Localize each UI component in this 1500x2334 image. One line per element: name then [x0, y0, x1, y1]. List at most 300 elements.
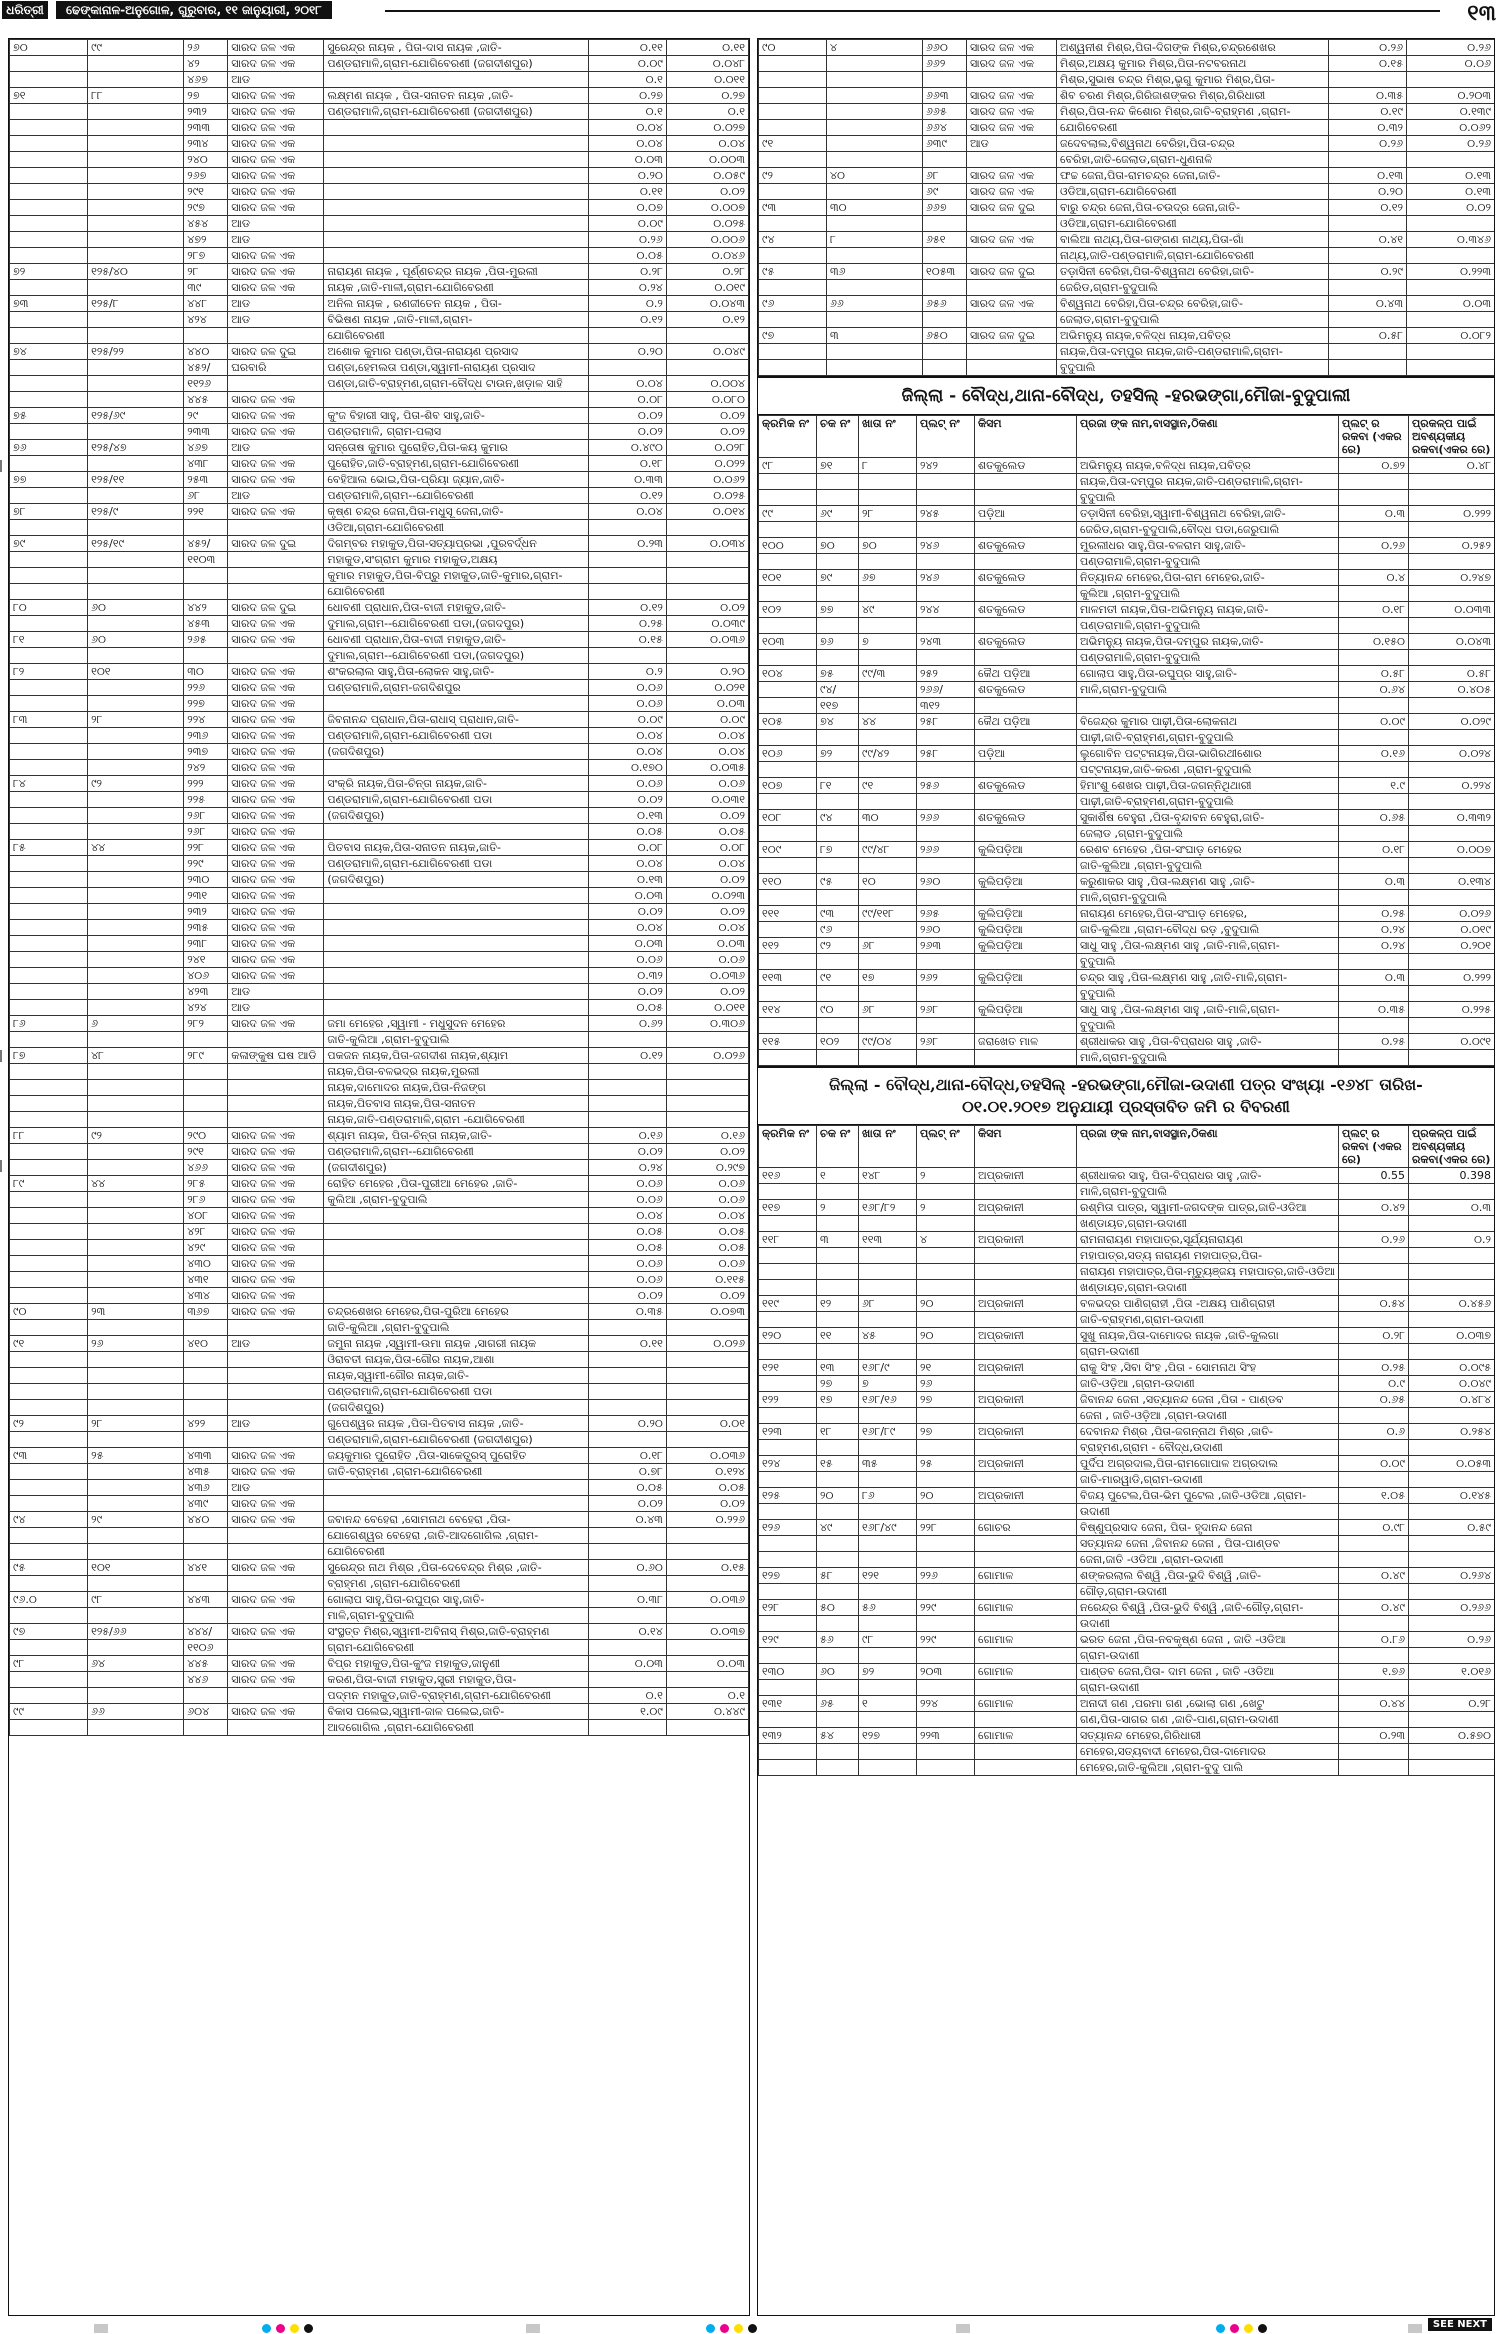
table-cell: ୪୩୬: [184, 1480, 228, 1496]
table-cell: [859, 1472, 917, 1488]
table-row: [759, 1616, 1495, 1632]
table-cell: [759, 1408, 817, 1424]
table-row: [759, 1488, 1495, 1504]
table-cell: [228, 568, 324, 584]
table-cell: ସାରଦ ଜଳ ଦୁଇ: [967, 328, 1057, 344]
table-cell: ୦.୦୭: [588, 200, 666, 216]
table-row: [759, 152, 1495, 168]
table-cell: ସାରଦ ଜଳ ଏକ: [228, 168, 324, 184]
column-header: ପ୍ଲଟ୍ ନଂ: [917, 416, 975, 458]
table-cell: [324, 72, 588, 88]
table-cell: [759, 474, 817, 490]
table-cell: [88, 1112, 184, 1128]
table-row: [10, 72, 749, 88]
table-cell: [88, 248, 184, 264]
table-cell: [228, 552, 324, 568]
table-cell: ଅପ୍ରକାନୀ: [975, 1392, 1077, 1408]
section2-header-row: [759, 1126, 1495, 1168]
table-cell: [88, 984, 184, 1000]
table-cell: [975, 490, 1077, 506]
table-cell: [759, 954, 817, 970]
table-cell: ମହାପାତ୍ର,ସତ୍ୟ ନାରାୟଣ ମହାପାତ୍ର,ପିତା-: [1077, 1248, 1339, 1264]
table-cell: କୁଲିଆ ,ଗ୍ରାମ-ବୁଦୁପାଲି: [324, 1192, 588, 1208]
table-row: [759, 1552, 1495, 1568]
table-cell: [88, 1608, 184, 1624]
table-row: [759, 1456, 1495, 1472]
table-cell: କୈଥ ପଡ଼ିଆ: [975, 666, 1077, 682]
column-header: ପ୍ଲଟ୍ ର ରକବା (ଏକର ରେ): [1339, 1126, 1409, 1168]
table-row: [10, 728, 749, 744]
table-cell: ନାୟକ,ଦାମୋଦର ନାୟକ,ପିତା-ନିଜଙ୍ଗ: [324, 1080, 588, 1096]
table-row: [10, 216, 749, 232]
table-cell: [1077, 698, 1339, 714]
table-cell: (ଜଗଦିଶପୁର): [324, 1400, 588, 1416]
table-row: [10, 1096, 749, 1112]
section1-heading: ଜିଲ୍ଲା - ବୌଦ୍ଧ,ଥାନା-ବୌଦ୍ଧ, ତହସିଲ୍ -ହରଭଙ୍ଗା,ମୌଜା-ବୁଦୁପାଲୀ: [758, 376, 1494, 415]
table-cell: ୮୪: [10, 776, 88, 792]
table-cell: [917, 858, 975, 874]
table-cell: ୯୦: [817, 1002, 859, 1018]
table-cell: ୦.୦୨୬: [1409, 906, 1495, 922]
table-cell: ୦.୩୨: [588, 968, 666, 984]
table-cell: [759, 1472, 817, 1488]
table-cell: ସୁରେନ୍ଦ୍ର ନାୟକ , ପିତା-ଦାସ ନାୟକ ,ଜାତି-: [324, 40, 588, 56]
table-cell: ୦.୦୪: [588, 920, 666, 936]
table-cell: ସାରଦ ଜଳ ଏକ: [967, 120, 1057, 136]
table-cell: ୨୬୦: [917, 922, 975, 938]
table-cell: [666, 1608, 748, 1624]
table-row: [10, 392, 749, 408]
table-cell: [975, 1760, 1077, 1776]
table-cell: ୦.୦୬: [588, 776, 666, 792]
table-cell: [588, 568, 666, 584]
table-cell: ୮୨: [10, 664, 88, 680]
table-cell: [88, 1528, 184, 1544]
table-cell: ୨୨୮: [917, 1520, 975, 1536]
table-cell: ୨୭: [184, 88, 228, 104]
table-cell: [10, 1080, 88, 1096]
table-row: [759, 1440, 1495, 1456]
table-cell: [975, 1408, 1077, 1424]
table-cell: ୦.୦୨: [588, 424, 666, 440]
table-cell: ଅପ୍ରକାନୀ: [975, 1168, 1077, 1184]
table-cell: ପଡ଼ିଆ: [975, 506, 1077, 522]
column-header: ପ୍ରଜା ଙ୍କ ନାମ,ବାସସ୍ଥାନ,ଠିକଣା: [1077, 1126, 1339, 1168]
table-cell: ୯୧: [817, 970, 859, 986]
table-cell: ୧୬୮/୮୯: [859, 1424, 917, 1440]
table-cell: ୨୬: [88, 1336, 184, 1352]
table-cell: [88, 392, 184, 408]
table-cell: ସାରଦ ଜଳ ଏକ: [967, 168, 1057, 184]
table-cell: ୨୪୬: [917, 570, 975, 586]
table-cell: ସାରଦ ଜଳ ଏକ: [228, 88, 324, 104]
table-cell: [759, 1050, 817, 1066]
table-cell: [228, 1112, 324, 1128]
table-cell: [184, 1112, 228, 1128]
table-cell: ଅପ୍ରକାନୀ: [975, 1424, 1077, 1440]
table-row: [759, 1392, 1495, 1408]
table-cell: [827, 88, 923, 104]
table-cell: [228, 1640, 324, 1656]
table-cell: ୨୬: [184, 40, 228, 56]
table-row: [10, 1048, 749, 1064]
table-cell: ୦.୮୬: [1339, 1632, 1409, 1648]
table-cell: [88, 312, 184, 328]
table-cell: ବିଶ୍ୱନାଥ ବେରିହା,ପିତା-ଚନ୍ଦ୍ର ବେରିହା,ଜାତି-: [1057, 296, 1329, 312]
table-cell: ଖଣ୍ଡାୟତ,ଗ୍ରାମ-ଉଦାଣୀ: [1077, 1280, 1339, 1296]
table-cell: [975, 1216, 1077, 1232]
table-cell: ୦.୨୦: [588, 168, 666, 184]
table-cell: ଜେରିଡ,ଗ୍ରାମ-ବୁଦୁପାଲି: [1057, 280, 1329, 296]
table-cell: ୦.୪୮୪: [1409, 1392, 1495, 1408]
table-cell: [324, 696, 588, 712]
table-cell: ଆଡ: [228, 984, 324, 1000]
table-cell: ସାରଦ ଜଳ ଏକ: [228, 840, 324, 856]
table-row: [759, 586, 1495, 602]
table-row: [10, 520, 749, 536]
table-cell: ୯୨: [88, 1128, 184, 1144]
table-cell: [917, 554, 975, 570]
table-cell: [324, 968, 588, 984]
table-cell: ସୁକାର୍ଶିଷ ବେହୁରା ,ପିତା-ବୃନ୍ଦାବନ ବେହୁରା,ଜାତି-: [1077, 810, 1339, 826]
table-cell: [975, 1184, 1077, 1200]
table-cell: ୧୧୭: [759, 1200, 817, 1216]
table-cell: [1409, 762, 1495, 778]
table-cell: [324, 1272, 588, 1288]
table-cell: ପଣ୍ଡରାମାଳି,ଗ୍ରାମ-ଯୋଗିବେରଣୀ (ଜଗଦୀଶପୁର): [324, 104, 588, 120]
table-cell: [923, 152, 967, 168]
table-cell: [10, 792, 88, 808]
table-row: [759, 1408, 1495, 1424]
table-cell: ୦.୦୨: [666, 184, 748, 200]
table-cell: ୦.୦୧୯: [666, 280, 748, 296]
table-cell: ୦.୦୪: [666, 920, 748, 936]
table-cell: [1339, 1504, 1409, 1520]
table-cell: ୯୦: [10, 1304, 88, 1320]
table-cell: [1409, 986, 1495, 1002]
table-row: [10, 1608, 749, 1624]
table-cell: ୦.୧୮: [1339, 842, 1409, 858]
table-cell: ୬୫୧: [923, 232, 967, 248]
table-cell: ସାରଦ ଜଳ ଏକ: [228, 1560, 324, 1576]
table-cell: [228, 1320, 324, 1336]
table-cell: ୦.୦୩୧: [666, 792, 748, 808]
table-row: [759, 104, 1495, 120]
table-cell: ୭୬: [10, 440, 88, 456]
table-row: [10, 1720, 749, 1736]
table-cell: [666, 1544, 748, 1560]
table-cell: ୦.୦୪: [666, 728, 748, 744]
table-cell: ୦.୦୫୯: [666, 168, 748, 184]
table-cell: [324, 936, 588, 952]
table-cell: ୦.୨୯୭: [666, 1160, 748, 1176]
table-cell: [827, 120, 923, 136]
table-cell: [1407, 152, 1495, 168]
table-cell: ୦.୦୫: [588, 824, 666, 840]
table-cell: ୧୮: [817, 1424, 859, 1440]
table-cell: [859, 490, 917, 506]
table-row: [10, 984, 749, 1000]
table-cell: [10, 888, 88, 904]
table-cell: ନାରାୟଣ ମେହେର,ପିତା-ସଂଘାଡ଼ ମେହେର,: [1077, 906, 1339, 922]
table-cell: ୪୪: [859, 714, 917, 730]
table-cell: [1409, 1216, 1495, 1232]
table-cell: ୨୫: [917, 1456, 975, 1472]
table-cell: ୧୨୮: [759, 1600, 817, 1616]
margin-mark: [0, 1050, 6, 1062]
table-cell: [1329, 248, 1407, 264]
table-cell: [666, 1368, 748, 1384]
table-cell: ୦.୧୨: [588, 600, 666, 616]
table-cell: ୨୮: [88, 1416, 184, 1432]
table-cell: ୩୧୨: [917, 698, 975, 714]
table-cell: ୦.୧: [666, 1688, 748, 1704]
table-cell: [1339, 1760, 1409, 1776]
table-row: [759, 474, 1495, 490]
table-cell: [975, 890, 1077, 906]
table-cell: ୦.୦୧: [666, 1416, 748, 1432]
table-cell: ୮୯: [10, 1176, 88, 1192]
table-cell: ସାରଦ ଜଳ ଏକ: [228, 1672, 324, 1688]
table-cell: [817, 762, 859, 778]
table-row: [759, 1680, 1495, 1696]
table-cell: ମହାକୁଡ,ସଂଗ୍ରାମ କୁମାର ମହାକୁଡ,ଅକ୍ଷୟ: [324, 552, 588, 568]
table-cell: ଦେବାନନ୍ଦ ମିଶ୍ର ,ପିତା-ଜଗନ୍ନାଥ ମିଶ୍ର ,ଜାତି-: [1077, 1424, 1339, 1440]
table-cell: ଜେରିଡ,ଗ୍ରାମ-ବୁଦୁପାଲି,ବୌଦ୍ଧ ପଡା,ଜେରୁପାଲି: [1077, 522, 1339, 538]
table-cell: [10, 104, 88, 120]
table-cell: ୩୬୭: [184, 1304, 228, 1320]
table-cell: ସାରଦ ଜଳ ଏକ: [228, 1304, 324, 1320]
table-cell: [1339, 1744, 1409, 1760]
table-cell: ୦.୦୪: [666, 1208, 748, 1224]
table-cell: [1409, 474, 1495, 490]
table-cell: ୦.୧୩୪: [1409, 874, 1495, 890]
table-cell: ୨: [817, 1200, 859, 1216]
section1-table-body: [759, 458, 1495, 1066]
table-cell: [827, 280, 923, 296]
table-cell: [10, 456, 88, 472]
table-cell: ୧୩୦: [759, 1664, 817, 1680]
table-cell: ଆଡ: [228, 488, 324, 504]
table-cell: ୦.୦୩: [588, 1656, 666, 1672]
table-cell: [967, 248, 1057, 264]
table-cell: ୨୮୨: [184, 1016, 228, 1032]
table-cell: ୯୧: [759, 136, 827, 152]
table-cell: ୬୬: [827, 296, 923, 312]
page-number: ୧୩: [1467, 0, 1496, 26]
table-cell: ୬୮: [184, 488, 228, 504]
table-cell: [88, 888, 184, 904]
table-row: [10, 248, 749, 264]
table-cell: ୦.୨୫୪: [1409, 1424, 1495, 1440]
table-cell: ୦.୧୧: [588, 40, 666, 56]
table-cell: [1409, 1536, 1495, 1552]
table-cell: ୦.୦୬: [588, 680, 666, 696]
table-cell: ୧: [817, 1168, 859, 1184]
registration-block: [94, 2324, 108, 2333]
table-row: [10, 1064, 749, 1080]
table-cell: ୨୨୯: [917, 1632, 975, 1648]
table-cell: [666, 1720, 748, 1736]
table-cell: [975, 474, 1077, 490]
table-cell: [228, 1432, 324, 1448]
table-cell: କୁଲିପଡ଼ିଆ: [975, 842, 1077, 858]
table-cell: ବିଷ୍ଣୁପ୍ରସାଦ ଜେନା, ପିତା- ହୃଦାନନ୍ଦ ଜେନା: [1077, 1520, 1339, 1536]
table-cell: [975, 1050, 1077, 1066]
table-cell: ୦.୦୧୯: [1409, 922, 1495, 938]
table-cell: [88, 200, 184, 216]
table-cell: [1339, 794, 1409, 810]
table-cell: [859, 474, 917, 490]
table-cell: [1339, 698, 1409, 714]
table-cell: [88, 216, 184, 232]
table-cell: ୪୯: [817, 1520, 859, 1536]
table-cell: ହିମାଂଶୁ ଶେଖର ପାଢ଼ୀ,ପିତା-ଜଗନ୍ନିଥିଥାରୀ: [1077, 778, 1339, 794]
table-cell: ଜାତି-କୁଲିଆ ,ଗ୍ରାମ-ବୁଦୁପାଲି: [324, 1032, 588, 1048]
table-cell: (ଜଗଦୀଶପୁର): [324, 1160, 588, 1176]
table-cell: [88, 616, 184, 632]
table-cell: [859, 1616, 917, 1632]
table-cell: ୨୩୧: [184, 888, 228, 904]
table-cell: ୦.୨୬: [1329, 40, 1407, 56]
table-cell: ୯୩: [759, 200, 827, 216]
table-cell: ୬୬୭: [923, 200, 967, 216]
table-cell: ଓଡିଆ,ଗ୍ରାମ-ଯୋଗିବେରଣୀ: [1057, 216, 1329, 232]
table-row: [759, 1050, 1495, 1066]
table-cell: [228, 1608, 324, 1624]
table-cell: ୦.୦୪: [588, 136, 666, 152]
table-cell: [1409, 1248, 1495, 1264]
table-row: [10, 1656, 749, 1672]
table-cell: ସାରଦ ଜଳ ଏକ: [228, 1464, 324, 1480]
table-row: [10, 1432, 749, 1448]
table-row: [759, 264, 1495, 280]
table-cell: ୦.୦୩: [588, 152, 666, 168]
table-cell: [859, 586, 917, 602]
table-cell: [1339, 1616, 1409, 1632]
table-cell: [10, 168, 88, 184]
table-cell: ୦.୦୫: [666, 1480, 748, 1496]
table-cell: [817, 554, 859, 570]
table-cell: [923, 216, 967, 232]
table-cell: ୦.୦୪୩: [1409, 634, 1495, 650]
table-cell: ଅଭିମନ୍ୟୁ ନାୟକ,ପିତା-ଦମ୍ପୁର ନାୟକ,ଜାତି-: [1077, 634, 1339, 650]
table-cell: ସାରଦ ଜଳ ଏକ: [228, 200, 324, 216]
table-cell: 0.398: [1409, 1168, 1495, 1184]
table-cell: ୪: [917, 1232, 975, 1248]
table-cell: [10, 328, 88, 344]
table-cell: [917, 1584, 975, 1600]
table-cell: ୦.୦୧୧: [666, 1000, 748, 1016]
table-cell: [1409, 890, 1495, 906]
table-cell: ଆଦଗୋଗିଲ ,ଗ୍ରାମ-ଯୋଗିବେରଣୀ: [324, 1720, 588, 1736]
table-cell: ୭୨: [817, 746, 859, 762]
table-cell: [88, 456, 184, 472]
table-cell: ଶଂକରଲାଲ ସାହୁ,ପିତା-ଲୋକନ ସାହୁ,ଜାତି-: [324, 664, 588, 680]
table-cell: ୦.୬୪: [1339, 682, 1409, 698]
table-cell: ୯୫: [759, 264, 827, 280]
table-row: [759, 490, 1495, 506]
table-cell: ୬୮: [859, 1002, 917, 1018]
table-cell: ଶଙ୍କରଲାଲ ବିଶ୍ୱି ,ପିତା-ଭୁଦି ବିଶ୍ୱି ,ଜାତି-: [1077, 1568, 1339, 1584]
table-cell: ଗ୍ରାମ-ଯୋଗିବେରଣୀ: [324, 1640, 588, 1656]
table-cell: ପଣ୍ଡା,ହେମଲତା ପଣ୍ଡା,ସ୍ୱାମୀ-ନାରାୟଣ ପ୍ରସାଦ: [324, 360, 588, 376]
table-cell: [1407, 216, 1495, 232]
table-cell: ଗ୍ରାମ-ଉଦାଣୀ: [1077, 1648, 1339, 1664]
table-cell: [817, 618, 859, 634]
table-cell: [759, 1760, 817, 1776]
table-cell: ୨୯: [184, 408, 228, 424]
table-cell: [817, 1504, 859, 1520]
left-land-table: [9, 39, 749, 1736]
table-cell: [817, 1216, 859, 1232]
table-cell: [923, 248, 967, 264]
table-cell: [1409, 826, 1495, 842]
table-cell: ସତ୍ୟାନନ୍ଦ ମେହେର,ଗିରିଧାରୀ: [1077, 1728, 1339, 1744]
table-row: [10, 1288, 749, 1304]
table-cell: [184, 1032, 228, 1048]
table-cell: ୦.୪୦୫: [1409, 682, 1495, 698]
table-cell: ୧୨୫/୯: [88, 504, 184, 520]
table-cell: ୦.୭୨: [1339, 458, 1409, 474]
table-cell: ଆଡ: [228, 1416, 324, 1432]
table-cell: [10, 1144, 88, 1160]
table-cell: ୧୬୮/୪୯: [859, 1520, 917, 1536]
table-cell: ୪୮: [88, 1048, 184, 1064]
table-row: [759, 906, 1495, 922]
table-cell: ୦.୩୨: [1329, 120, 1407, 136]
table-cell: ୦.୦୨: [666, 600, 748, 616]
table-cell: ଆଡ: [228, 1480, 324, 1496]
table-cell: ୨୦୩: [917, 1664, 975, 1680]
table-cell: [666, 1640, 748, 1656]
table-cell: ୮୮: [88, 88, 184, 104]
table-cell: ୬୮: [859, 938, 917, 954]
black-dot: [748, 2324, 757, 2333]
table-cell: ୭୫: [817, 666, 859, 682]
table-cell: [324, 136, 588, 152]
table-cell: ସାରଦ ଜଳ ଏକ: [228, 760, 324, 776]
table-cell: [1339, 474, 1409, 490]
table-cell: [967, 360, 1057, 376]
table-cell: ୦.୦୯୫: [1409, 1360, 1495, 1376]
table-cell: [859, 1648, 917, 1664]
table-cell: ୦.୧୨୪: [666, 1464, 748, 1480]
table-cell: [88, 424, 184, 440]
table-row: [10, 440, 749, 456]
table-cell: [859, 1184, 917, 1200]
table-row: [10, 1512, 749, 1528]
cyan-dot: [1216, 2324, 1225, 2333]
table-cell: ସାରଦ ଜଳ ଏକ: [228, 104, 324, 120]
table-cell: ରାକୁ ସିଂହ ,ସିବା ସିଂହ ,ପିତା - ସୋମନାଥ ସିଂହ: [1077, 1360, 1339, 1376]
table-cell: ୦.୧୩: [1407, 168, 1495, 184]
table-row: [10, 536, 749, 552]
table-row: [10, 1224, 749, 1240]
table-cell: ଗୁପେଶ୍ୱର ନାୟକ ,ପିତା-ପିତବାସ ନାୟକ ,ଜାତି-: [324, 1416, 588, 1432]
table-cell: [666, 1080, 748, 1096]
dateline: ଢେଙ୍କାନାଳ-ଅନୁଗୋଳ, ଗୁରୁବାର, ୧୧ ଜାନୁୟାରୀ, ୨୦୧୮: [56, 1, 332, 19]
table-cell: [917, 730, 975, 746]
table-cell: [1339, 1248, 1409, 1264]
table-cell: [88, 280, 184, 296]
table-cell: [88, 968, 184, 984]
table-cell: [88, 728, 184, 744]
table-cell: କୁଲିପଡ଼ିଆ: [975, 874, 1077, 890]
table-cell: ୦.୦୯: [588, 216, 666, 232]
table-cell: [967, 312, 1057, 328]
table-row: [759, 1568, 1495, 1584]
